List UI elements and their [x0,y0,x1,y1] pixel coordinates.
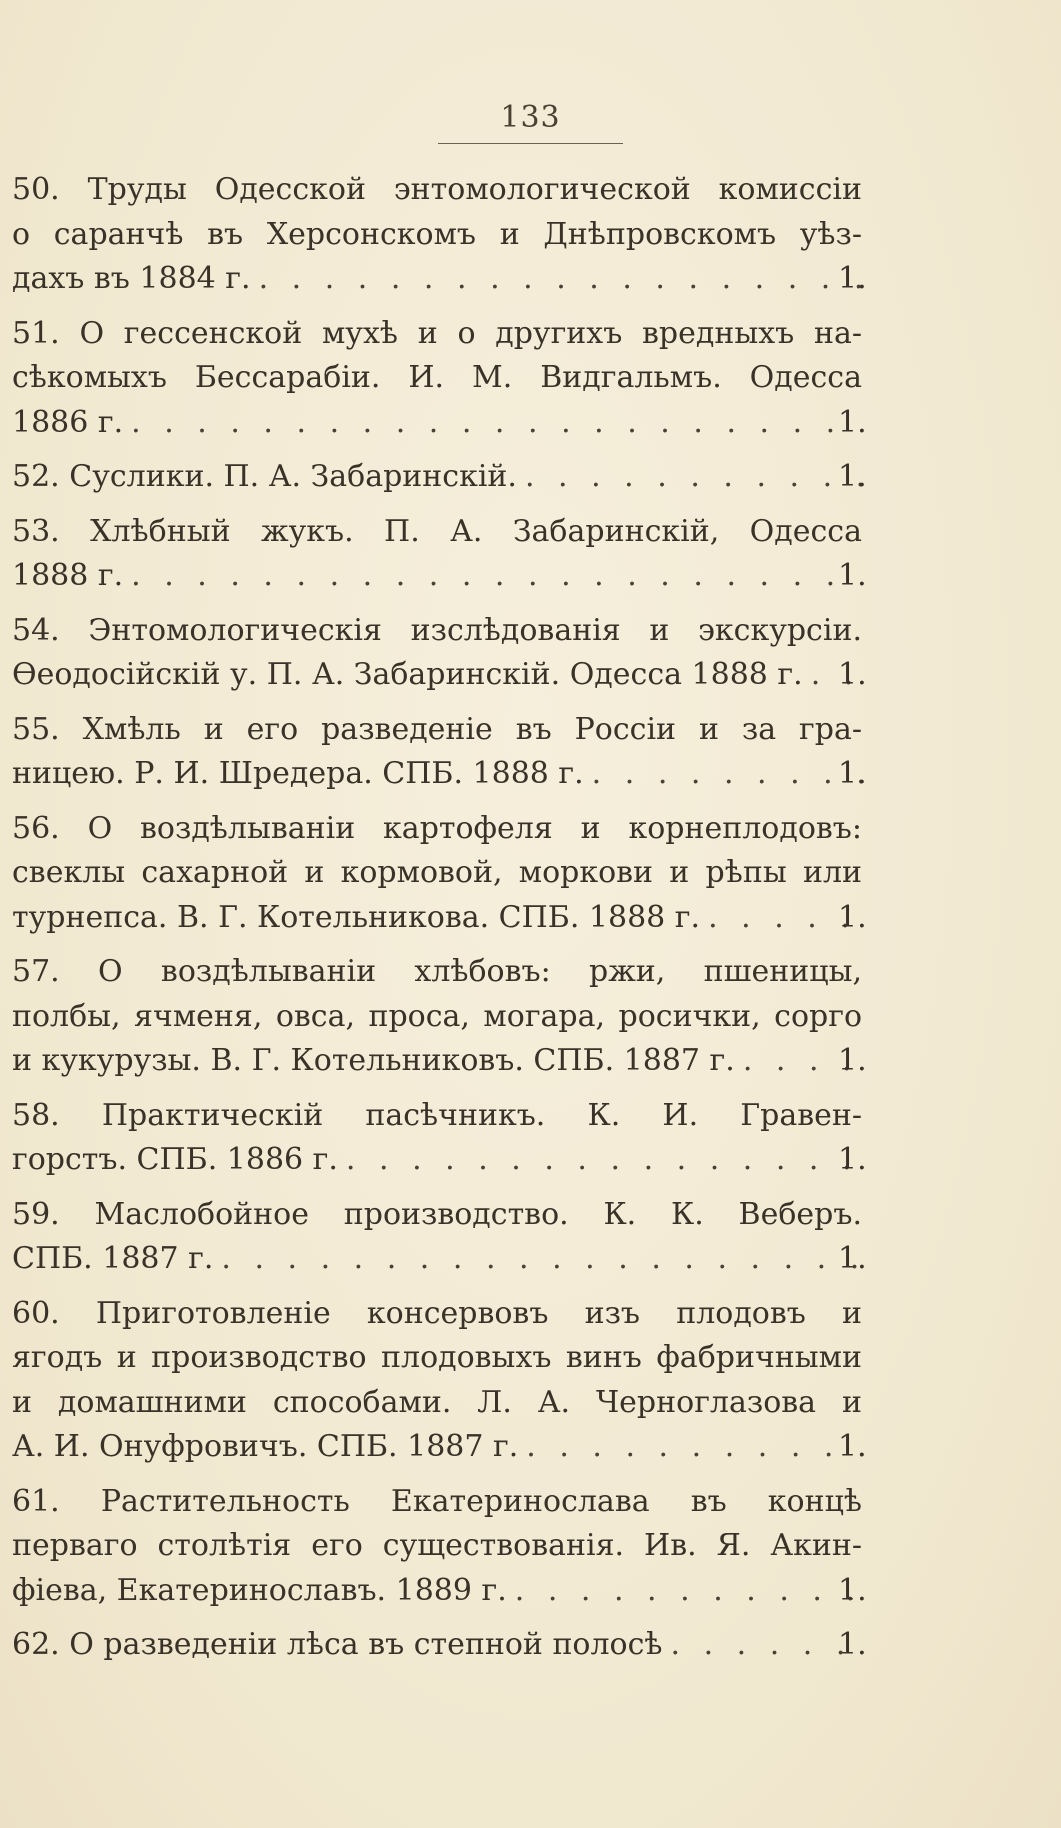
entry-line: 56. О воздѣлываніи картофеля и корнеплодовъ: [12,810,862,846]
entry-line: свеклы сахарной и кормовой, моркови и рѣпы или [12,855,862,890]
dot-leader [517,455,862,500]
entry-line: сѣкомыхъ Бессарабіи. И. М. Видгальмъ. Одесса [12,360,862,395]
entry-count: 1. [838,756,867,791]
entry-count: 1. [838,558,867,593]
entry-line: полбы, ячменя, овса, проса, могара, росички, сорго [12,998,862,1034]
page-number [0,100,1061,144]
entry-count: 1. [838,459,867,494]
entry-line: 61. Растительность Екатеринослава въ концѣ [12,1483,862,1519]
dot-leader [663,1623,862,1668]
entry-line: ягодъ и производство плодовыхъ винъ фабричными [12,1340,862,1375]
entry-last-line [12,653,862,698]
dot-leader [507,1569,862,1614]
entry-line: о саранчѣ въ Херсонскомъ и Днѣпровскомъ уѣз- [12,216,862,252]
entry-last-line-text: фіева, Екатеринославъ. 1889 г. [12,1572,507,1608]
entry-line: 50. Труды Одесской энтомологической комиссіи [12,172,862,207]
entry-last-line-text: 1888 г. [12,558,124,593]
entry-line: и домашними способами. Л. А. Черноглазова и [12,1384,862,1420]
catalog-entry [12,312,867,446]
catalog-entry [12,1480,867,1614]
catalog-entry [12,510,867,599]
entry-line: 60. Приготовленіе консервовъ изъ плодовъ и [12,1295,862,1331]
entry-last-line [12,1569,862,1614]
entry-last-line [12,554,862,599]
catalog-entry [12,1292,867,1470]
dot-leader [584,752,862,797]
entry-last-line [12,1237,862,1282]
entry-count: 1. [838,1429,867,1464]
entry-count: 1. [838,1241,867,1276]
entry-line: перваго столѣтія его существованія. Ив. Я. Акин- [12,1528,862,1563]
entry-line: 55. Хмѣль и его разведеніе въ Россіи и за гра- [12,711,862,747]
entry-last-line [12,1039,862,1084]
catalog-entry [12,1623,867,1668]
entry-last-line-text: дахъ въ 1884 г. [12,261,251,296]
entry-count: 1. [838,899,867,935]
entry-last-line-text: турнепса. В. Г. Котельникова. СПБ. 1888 г. [12,899,701,935]
entry-last-line-text: СПБ. 1887 г. [12,1241,214,1276]
catalog-entry [12,168,867,302]
dot-leader [123,554,862,599]
entry-line: 58. Практическій пасѣчникъ. К. И. Гравен- [12,1097,862,1133]
entry-last-line [12,257,862,302]
catalog-entry [12,609,867,698]
entry-last-line [12,1623,862,1668]
entry-last-line-text: А. И. Онуфровичъ. СПБ. 1887 г. [12,1429,519,1464]
dot-leader [518,1425,862,1470]
entry-count: 1. [838,1142,867,1177]
entry-line: 57. О воздѣлываніи хлѣбовъ: ржи, пшеницы, [12,954,862,989]
entry-line: 59. Маслобойное производство. К. К. Веберъ. [12,1196,862,1232]
entry-line: 51. О гессенской мухѣ и о другихъ вредныхъ на- [12,315,862,351]
entry-line: 53. Хлѣбный жукъ. П. А. Забаринскій, Одесса [12,513,862,549]
page-number-text: 133 [438,100,622,144]
entry-last-line [12,1138,862,1183]
catalog-entry [12,950,867,1084]
entry-last-line-text: и кукурузы. В. Г. Котельниковъ. СПБ. 1887 г. [12,1043,735,1078]
entry-count: 1. [838,1572,867,1608]
entry-last-line-text: Ѳеодосійскій у. П. А. Забаринскій. Одесса 1888 г. [12,657,803,692]
entry-count: 1. [838,1043,867,1078]
entry-last-line [12,1425,862,1470]
dot-leader [338,1138,862,1183]
dot-leader [123,401,862,446]
entry-last-line-text: 52. Суслики. П. А. Забаринскій. [12,459,517,494]
entry-last-line-text: 62. О разведеніи лѣса въ степной полосѣ [12,1627,663,1662]
catalog-entry [12,708,867,797]
entry-last-line [12,401,862,446]
entry-count: 1. [838,261,867,296]
catalog-entry [12,807,867,941]
entry-last-line-text: горстъ. СПБ. 1886 г. [12,1142,338,1177]
entry-last-line [12,455,862,500]
catalog-list [12,168,867,1678]
catalog-entry [12,1193,867,1282]
catalog-entry [12,1094,867,1183]
entry-count: 1. [838,657,867,692]
entry-count: 1. [838,404,867,440]
entry-last-line [12,752,862,797]
entry-last-line-text: 1886 г. [12,404,124,440]
entry-count: 1. [838,1627,867,1662]
catalog-entry [12,455,867,500]
entry-last-line [12,896,862,941]
dot-leader [213,1237,862,1282]
entry-last-line-text: ницею. Р. И. Шредера. СПБ. 1888 г. [12,756,584,791]
dot-leader [251,257,862,302]
entry-line: 54. Энтомологическія изслѣдованія и экскурсіи. [12,612,862,648]
